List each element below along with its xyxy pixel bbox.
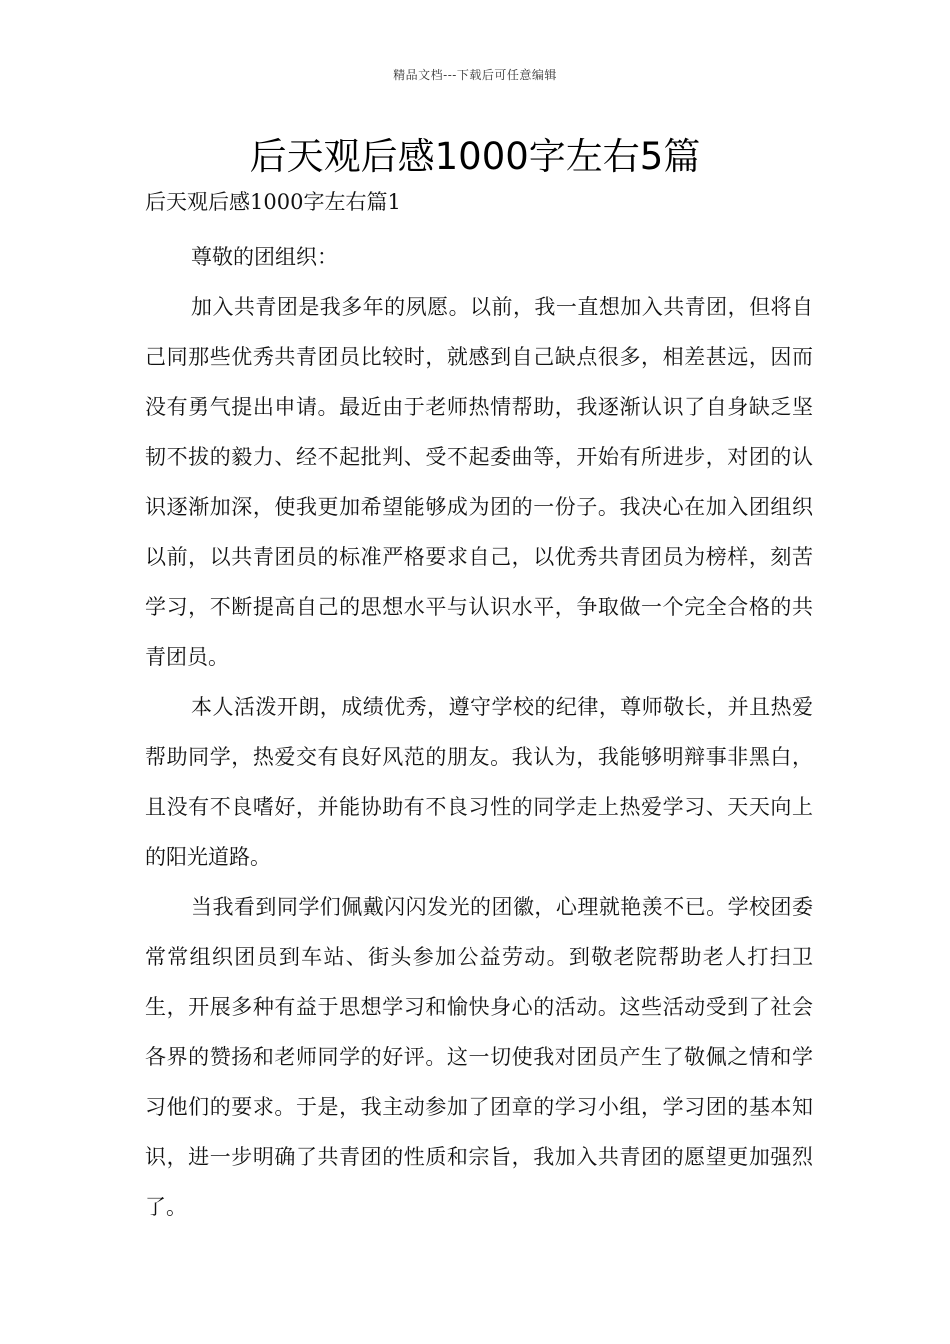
section-heading: 后天观后感1000字左右篇1 bbox=[145, 190, 401, 214]
document-title: 后天观后感1000字左右5篇 bbox=[249, 135, 701, 178]
paragraph-2: 本人活泼开朗，成绩优秀，遵守学校的纪律，尊师敬长，并且热爱帮助同学，热爱交有良好风范的朋友。我认为，我能够明辩事非黑白，且没有不良嗜好，并能协助有不良习性的同学走上热爱学习、天天向上的阳光道路。 bbox=[145, 695, 813, 869]
document-body bbox=[145, 232, 813, 1232]
paragraph-1: 加入共青团是我多年的夙愿。以前，我一直想加入共青团，但将自己同那些优秀共青团员比较时，就感到自己缺点很多，相差甚远，因而没有勇气提出申请。最近由于老师热情帮助，我逐渐认识了自身缺乏坚韧不拔的毅力、经不起批判、受不起委曲等，开始有所进步，对团的认识逐渐加深，使我更加希望能够成为团的一份子。我决心在加入团组织以前，以共青团员的标准严格要求自己，以优秀共青团员为榜样，刻苦学习，不断提高自己的思想水平与认识水平，争取做一个完全合格的共青团员。 bbox=[145, 295, 813, 669]
paragraph-3: 当我看到同学们佩戴闪闪发光的团徽，心理就艳羡不已。学校团委常常组织团员到车站、街头参加公益劳动。到敬老院帮助老人打扫卫生，开展多种有益于思想学习和愉快身心的活动。这些活动受到了社会各界的赞扬和老师同学的好评。这一切使我对团员产生了敬佩之情和学习他们的要求。于是，我主动参加了团章的学习小组，学习团的基本知识，进一步明确了共青团的性质和宗旨，我加入共青团的愿望更加强烈了。 bbox=[145, 895, 813, 1219]
salutation: 尊敬的团组织： bbox=[191, 245, 338, 269]
header-note: 精品文档---下载后可任意编辑 bbox=[393, 68, 557, 82]
